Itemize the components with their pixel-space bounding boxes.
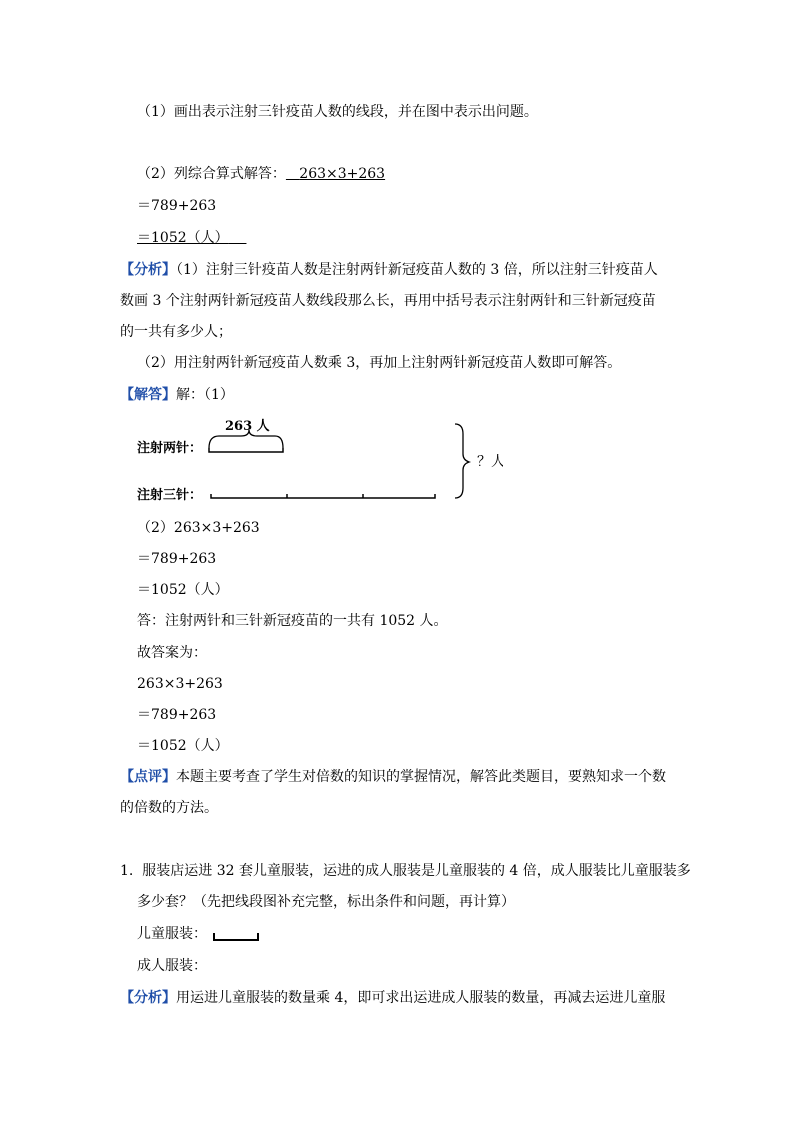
- q2-title-line2: 多少套？（先把线段图补充完整，标出条件和问题，再计算）: [137, 894, 515, 910]
- right-brace: [455, 424, 469, 498]
- question-number: 1.: [120, 863, 134, 879]
- q1-line: （1）画出表示注射三针疫苗人数的线段，并在图中表示出问题。: [137, 104, 538, 120]
- answer-tag: 【解答】: [120, 387, 176, 403]
- segment-diagram: [137, 414, 503, 506]
- q2-step2: ＝1052（人）: [137, 230, 229, 246]
- sol-line1: （2）263×3+263: [137, 520, 260, 536]
- segment-two: [209, 448, 283, 452]
- q2-prefix: （2）列综合算式解答：: [137, 166, 286, 182]
- final-line3: ＝1052（人）: [137, 738, 229, 754]
- adult-label: 成人服装：: [137, 958, 207, 974]
- child-label: 儿童服装：: [137, 926, 207, 942]
- analysis2-line1: 【分析】用运进儿童服装的数量乘 4，即可求出运进成人服装的数量，再减去运进儿童服: [120, 990, 666, 1006]
- question-label: ？人: [477, 454, 503, 470]
- analysis2-tag: 【分析】: [120, 990, 176, 1006]
- segment-three: [211, 494, 435, 498]
- label-three: 注射三针：: [137, 488, 203, 503]
- child-segment: [213, 930, 259, 940]
- final-line1: 263×3+263: [137, 676, 223, 692]
- q2-step1: ＝789+263: [137, 198, 217, 214]
- sol-answer: 答：注射两针和三针新冠疫苗的一共有 1052 人。: [137, 613, 448, 629]
- analysis-line1: 【分析】（1）注射三针疫苗人数是注射两针新冠疫苗人数的 3 倍，所以注射三针疫苗人: [120, 262, 658, 278]
- final-line2: ＝789+263: [137, 707, 217, 723]
- label-two: 注射两针：: [137, 441, 203, 456]
- analysis-line4: （2）用注射两针新冠疫苗人数乘 3，再加上注射两针新冠疫苗人数即可解答。: [137, 355, 622, 371]
- sol-line2: ＝789+263: [137, 551, 217, 567]
- comment-line2: 的倍数的方法。: [120, 800, 218, 816]
- analysis-line2: 数画 3 个注射两针新冠疫苗人数线段那么长，再用中括号表示注射两针和三针新冠疫苗: [120, 293, 656, 309]
- q2-title-line: 1. 服装店运进 32 套儿童服装，运进的成人服装是儿童服装的 4 倍，成人服装比儿童服装多: [120, 863, 691, 879]
- sol-line3: ＝1052（人）: [137, 582, 229, 598]
- final-intro: 故答案为：: [137, 645, 207, 661]
- analysis-tag: 【分析】: [120, 262, 176, 278]
- answer-intro-line: 【解答】解：（1）: [120, 387, 234, 403]
- brace-label: 263 人: [225, 419, 270, 434]
- comment-tag: 【点评】: [120, 769, 176, 785]
- analysis-line3: 的一共有多少人；: [120, 324, 232, 340]
- q2-answer: 263×3+263: [299, 166, 386, 182]
- comment-line1: 【点评】本题主要考查了学生对倍数的知识的掌握情况，解答此类题目，要熟知求一个数: [120, 769, 666, 785]
- q2-line: [137, 164, 385, 184]
